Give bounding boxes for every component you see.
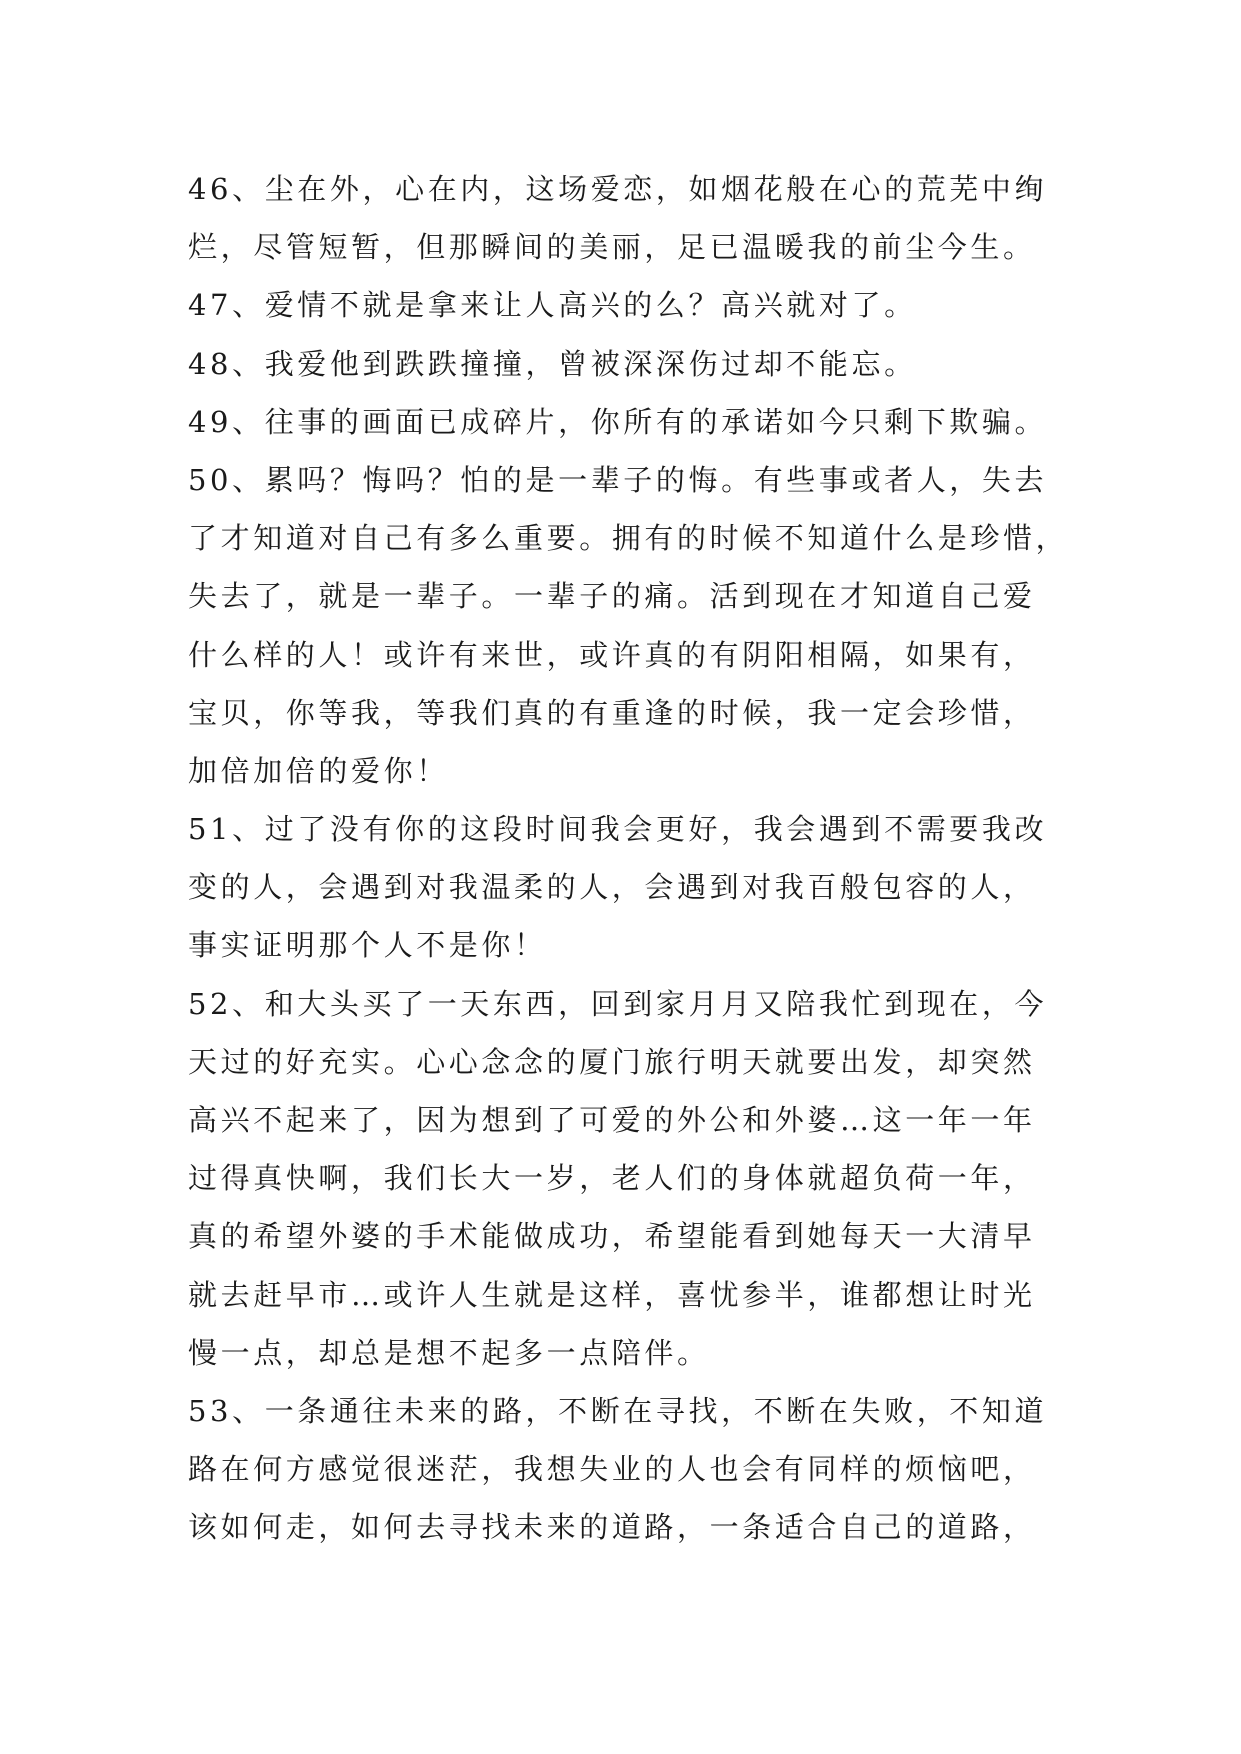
text-line: 真的希望外婆的手术能做成功，希望能看到她每天一大清早 [188,1219,1036,1254]
text-line: 了才知道对自己有多么重要。拥有的时候不知道什么是珍惜， [188,521,1069,556]
text-line: 50、累吗？悔吗？怕的是一辈子的悔。有些事或者人，失去 [188,462,1048,497]
text-line: 事实证明那个人不是你！ [188,928,547,963]
document-body [188,160,1068,1557]
text-line: 该如何走，如何去寻找未来的道路，一条适合自己的道路， [188,1510,1036,1545]
text-line: 47、爱情不就是拿来让人高兴的么？高兴就对了。 [188,288,917,323]
text-line: 天过的好充实。心心念念的厦门旅行明天就要出发，却突然 [188,1044,1036,1079]
text-line: 48、我爱他到跌跌撞撞，曾被深深伤过却不能忘。 [188,346,917,381]
text-line: 49、往事的画面已成碎片，你所有的承诺如今只剩下欺骗。 [188,404,1048,439]
text-line: 烂，尽管短暂，但那瞬间的美丽，足已温暖我的前尘今生。 [188,230,1036,265]
text-line: 52、和大头买了一天东西，回到家月月又陪我忙到现在，今 [188,986,1048,1021]
text-line: 过得真快啊，我们长大一岁，老人们的身体就超负荷一年， [188,1161,1036,1196]
text-line: 宝贝，你等我，等我们真的有重逢的时候，我一定会珍惜， [188,695,1036,730]
text-line: 变的人，会遇到对我温柔的人，会遇到对我百般包容的人， [188,870,1036,905]
text-line: 加倍加倍的爱你！ [188,753,449,788]
text-line: 46、尘在外，心在内，这场爱恋，如烟花般在心的荒芜中绚 [188,172,1048,206]
text-line: 53、一条通往未来的路，不断在寻找，不断在失败，不知道 [188,1393,1048,1428]
text-line: 失去了，就是一辈子。一辈子的痛。活到现在才知道自己爱 [188,579,1036,614]
text-line: 51、过了没有你的这段时间我会更好，我会遇到不需要我改 [188,812,1048,847]
text-line: 慢一点，却总是想不起多一点陪伴。 [188,1335,710,1370]
text-line: 路在何方感觉很迷茫，我想失业的人也会有同样的烦恼吧， [188,1452,1036,1487]
text-line: 高兴不起来了，因为想到了可爱的外公和外婆…这一年一年 [188,1103,1036,1137]
text-line: 就去赶早市…或许人生就是这样，喜忧参半，谁都想让时光 [188,1277,1036,1312]
text-line: 什么样的人！或许有来世，或许真的有阴阳相隔，如果有， [188,637,1036,672]
